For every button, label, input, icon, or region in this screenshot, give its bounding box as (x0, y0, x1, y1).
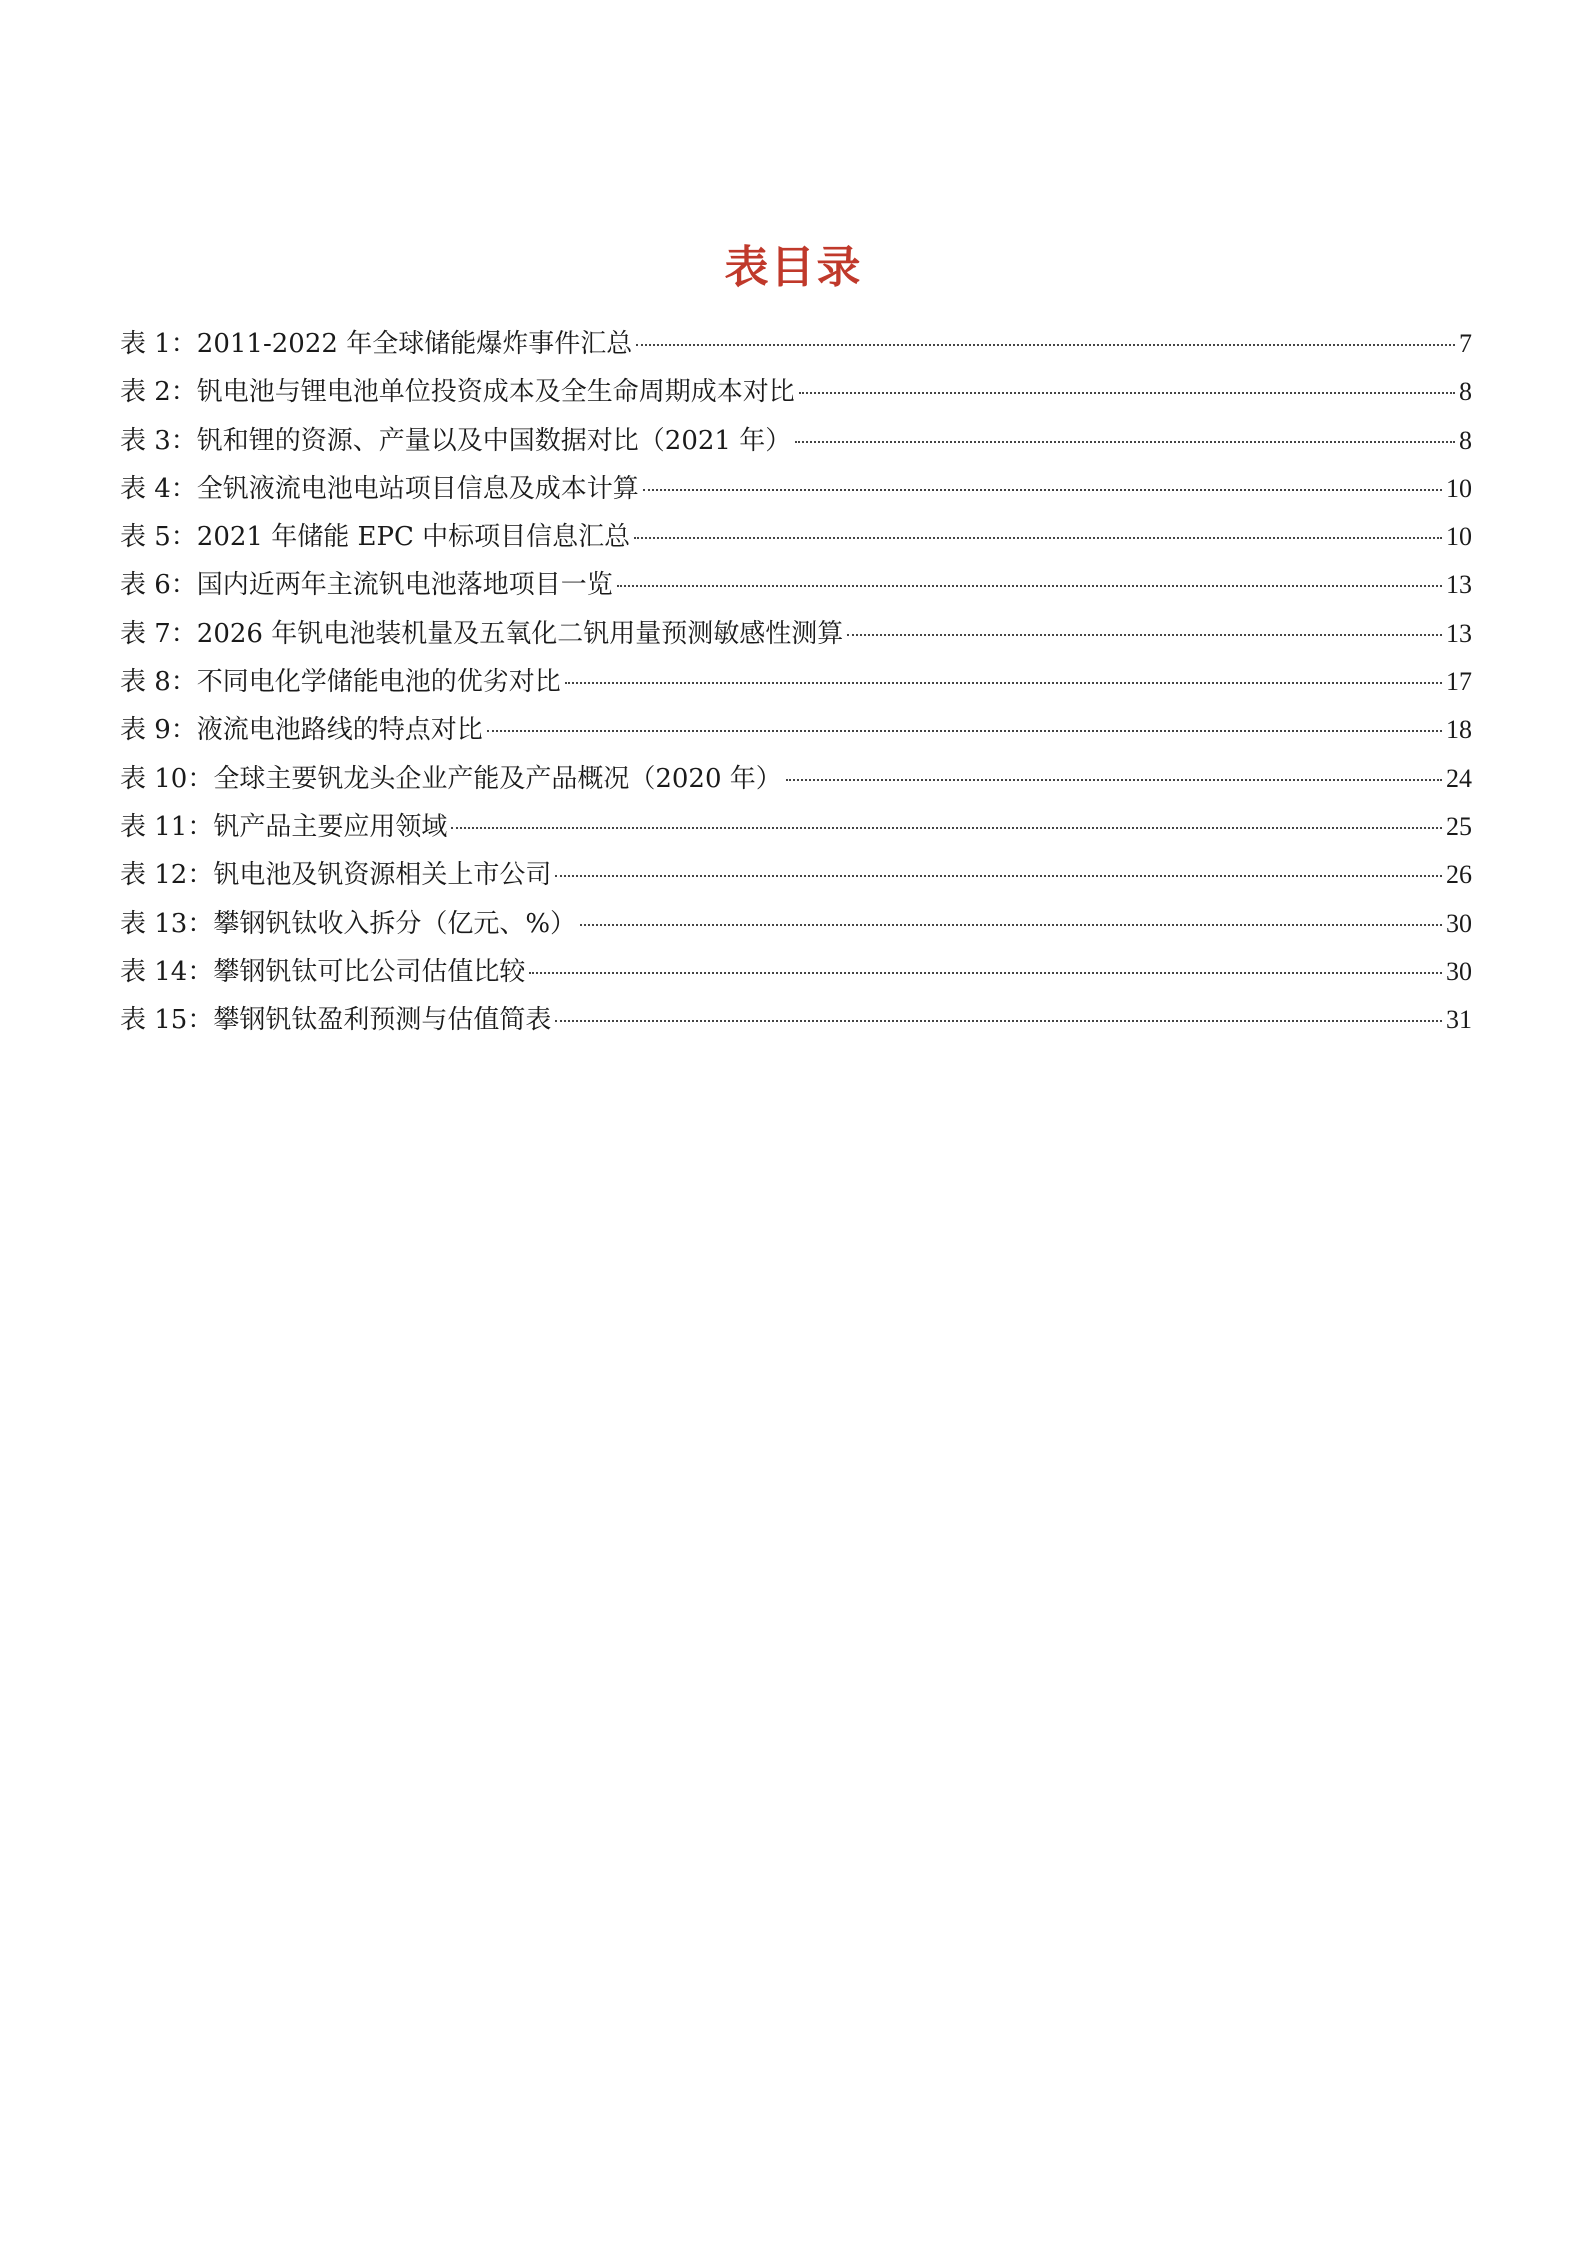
toc-entry-page: 26 (1446, 860, 1472, 890)
toc-entry-page: 8 (1459, 377, 1472, 407)
toc-entry[interactable] (120, 513, 1472, 561)
toc-entry-label: 表 4：全钒液流电池电站项目信息及成本计算 (120, 473, 639, 504)
toc-entry-label: 表 6：国内近两年主流钒电池落地项目一览 (120, 570, 613, 601)
toc-entry-page: 25 (1446, 811, 1472, 841)
toc-entry[interactable] (120, 851, 1472, 899)
toc-entry-label: 表 15：攀钢钒钛盈利预测与估值简表 (120, 1005, 552, 1036)
toc-entry-page: 24 (1446, 763, 1472, 793)
toc-entry-page: 8 (1459, 425, 1472, 455)
toc-entry[interactable] (120, 417, 1472, 465)
toc-entry-page: 10 (1446, 473, 1472, 503)
toc-entry-page: 18 (1446, 715, 1472, 745)
dot-leader (617, 585, 1442, 587)
toc-entry-label: 表 1：2011-2022 年全球储能爆炸事件汇总 (120, 329, 633, 359)
toc-entry-label: 表 13：攀钢钒钛收入拆分（亿元、%） (120, 908, 577, 939)
toc-entry-page: 13 (1446, 570, 1472, 600)
dot-leader (580, 924, 1442, 926)
page-title: 表目录 (724, 242, 863, 293)
toc-entry[interactable] (120, 948, 1472, 996)
toc-entry-label: 表 5：2021 年储能 EPC 中标项目信息汇总 (120, 522, 631, 553)
toc-entry-label: 表 2：钒电池与锂电池单位投资成本及全生命周期成本对比 (120, 377, 795, 408)
dot-leader (634, 537, 1442, 539)
toc-entry-label: 表 10：全球主要钒龙头企业产能及产品概况（2020 年） (120, 763, 782, 794)
dot-leader (555, 1020, 1442, 1022)
toc-entry-label: 表 3：钒和锂的资源、产量以及中国数据对比（2021 年） (120, 425, 792, 456)
toc-entry[interactable] (120, 755, 1472, 803)
toc-entry-label: 表 14：攀钢钒钛可比公司估值比较 (120, 956, 526, 987)
dot-leader (795, 441, 1455, 443)
toc-entry[interactable] (120, 658, 1472, 706)
toc-entry-label: 表 7：2026 年钒电池装机量及五氧化二钒用量预测敏感性测算 (120, 618, 844, 649)
toc-entry-label: 表 9：液流电池路线的特点对比 (120, 715, 483, 746)
toc-entry-page: 7 (1459, 329, 1472, 358)
toc-entry-label: 表 11：钒产品主要应用领域 (120, 811, 448, 842)
toc-entry[interactable] (120, 900, 1472, 948)
dot-leader (565, 682, 1442, 684)
toc-entry-page: 13 (1446, 618, 1472, 648)
toc-entry-page: 30 (1446, 956, 1472, 986)
toc-entry-page: 17 (1446, 667, 1472, 697)
dot-leader (636, 344, 1455, 346)
dot-leader (487, 730, 1442, 732)
dot-leader (529, 972, 1442, 974)
toc-entry-label: 表 12：钒电池及钒资源相关上市公司 (120, 860, 552, 891)
toc-entry[interactable] (120, 996, 1472, 1044)
dot-leader (786, 779, 1442, 781)
dot-leader (451, 827, 1442, 829)
toc-entry-page: 30 (1446, 908, 1472, 938)
toc-entry[interactable] (120, 610, 1472, 658)
toc-entry[interactable] (120, 706, 1472, 754)
dot-leader (555, 875, 1442, 877)
table-of-contents-list (120, 320, 1472, 1044)
toc-entry[interactable] (120, 368, 1472, 416)
toc-entry[interactable] (120, 803, 1472, 851)
dot-leader (799, 392, 1455, 394)
toc-entry-page: 10 (1446, 522, 1472, 552)
dot-leader (643, 489, 1442, 491)
toc-entry[interactable] (120, 561, 1472, 609)
toc-entry-label: 表 8：不同电化学储能电池的优劣对比 (120, 667, 561, 698)
toc-entry[interactable] (120, 465, 1472, 513)
dot-leader (847, 634, 1442, 636)
toc-entry[interactable] (120, 320, 1472, 368)
toc-entry-page: 31 (1446, 1005, 1472, 1035)
